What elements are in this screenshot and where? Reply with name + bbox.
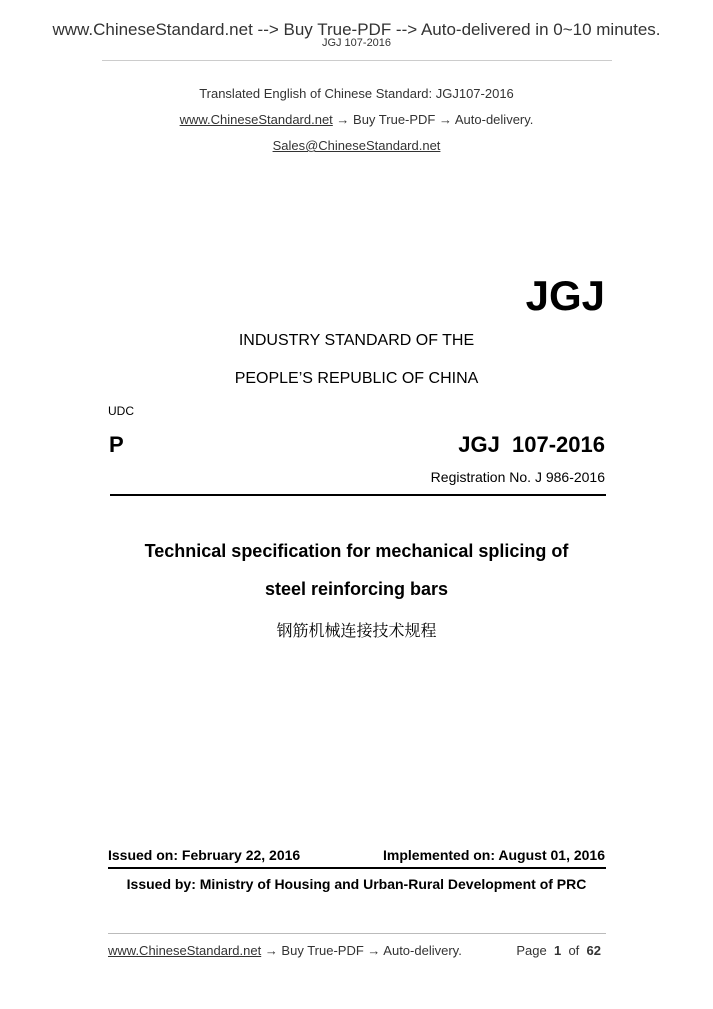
registration-number: Registration No. J 986-2016 [430, 469, 605, 485]
header-doc-code: JGJ 107-2016 [321, 37, 392, 49]
implemented-on: Implemented on: August 01, 2016 [383, 847, 605, 863]
page-number: 1 [553, 943, 562, 958]
udc-label: UDC [108, 404, 134, 418]
page-total: 62 [586, 943, 601, 958]
title-chinese: 钢筋机械连接技术规程 [276, 623, 437, 640]
site-link[interactable]: www.ChineseStandard.net [179, 112, 333, 127]
footer-divider [108, 933, 606, 934]
title-line-2: steel reinforcing bars [264, 579, 449, 599]
issued-on: Issued on: February 22, 2016 [108, 847, 301, 863]
page-indicator [516, 943, 601, 958]
jgj-logo: JGJ [525, 272, 605, 319]
title-line-1: Technical specification for mechanical splicing of [144, 541, 569, 561]
footer-site-link[interactable]: www.ChineseStandard.net [108, 943, 262, 958]
translated-note: Translated English of Chinese Standard: JGJ107-2016 [199, 86, 514, 101]
page-label: Page [516, 943, 547, 958]
footer-buy-text: → Buy True-PDF → Auto-delivery. [261, 943, 462, 958]
header-divider [102, 60, 612, 61]
footer-buy-line [108, 943, 462, 958]
email-line [0, 138, 713, 153]
category-code: P [109, 432, 124, 457]
date-divider [108, 867, 606, 869]
header-banner: www.ChineseStandard.net --> Buy True-PDF --> Auto-delivered in 0~10 minutes. [52, 20, 661, 39]
buy-text: → Buy True-PDF → Auto-delivery. [332, 112, 534, 127]
of-label: of [568, 943, 580, 958]
industry-line-2: PEOPLE’S REPUBLIC OF CHINA [234, 370, 479, 387]
standard-number: JGJ 107-2016 [458, 432, 605, 457]
buy-line [0, 112, 713, 127]
issued-by: Issued by: Ministry of Housing and Urban-Rural Development of PRC [126, 876, 587, 892]
industry-line-1: INDUSTRY STANDARD OF THE [238, 332, 475, 349]
title-divider [110, 494, 606, 496]
email-link[interactable]: Sales@ChineseStandard.net [272, 138, 441, 153]
